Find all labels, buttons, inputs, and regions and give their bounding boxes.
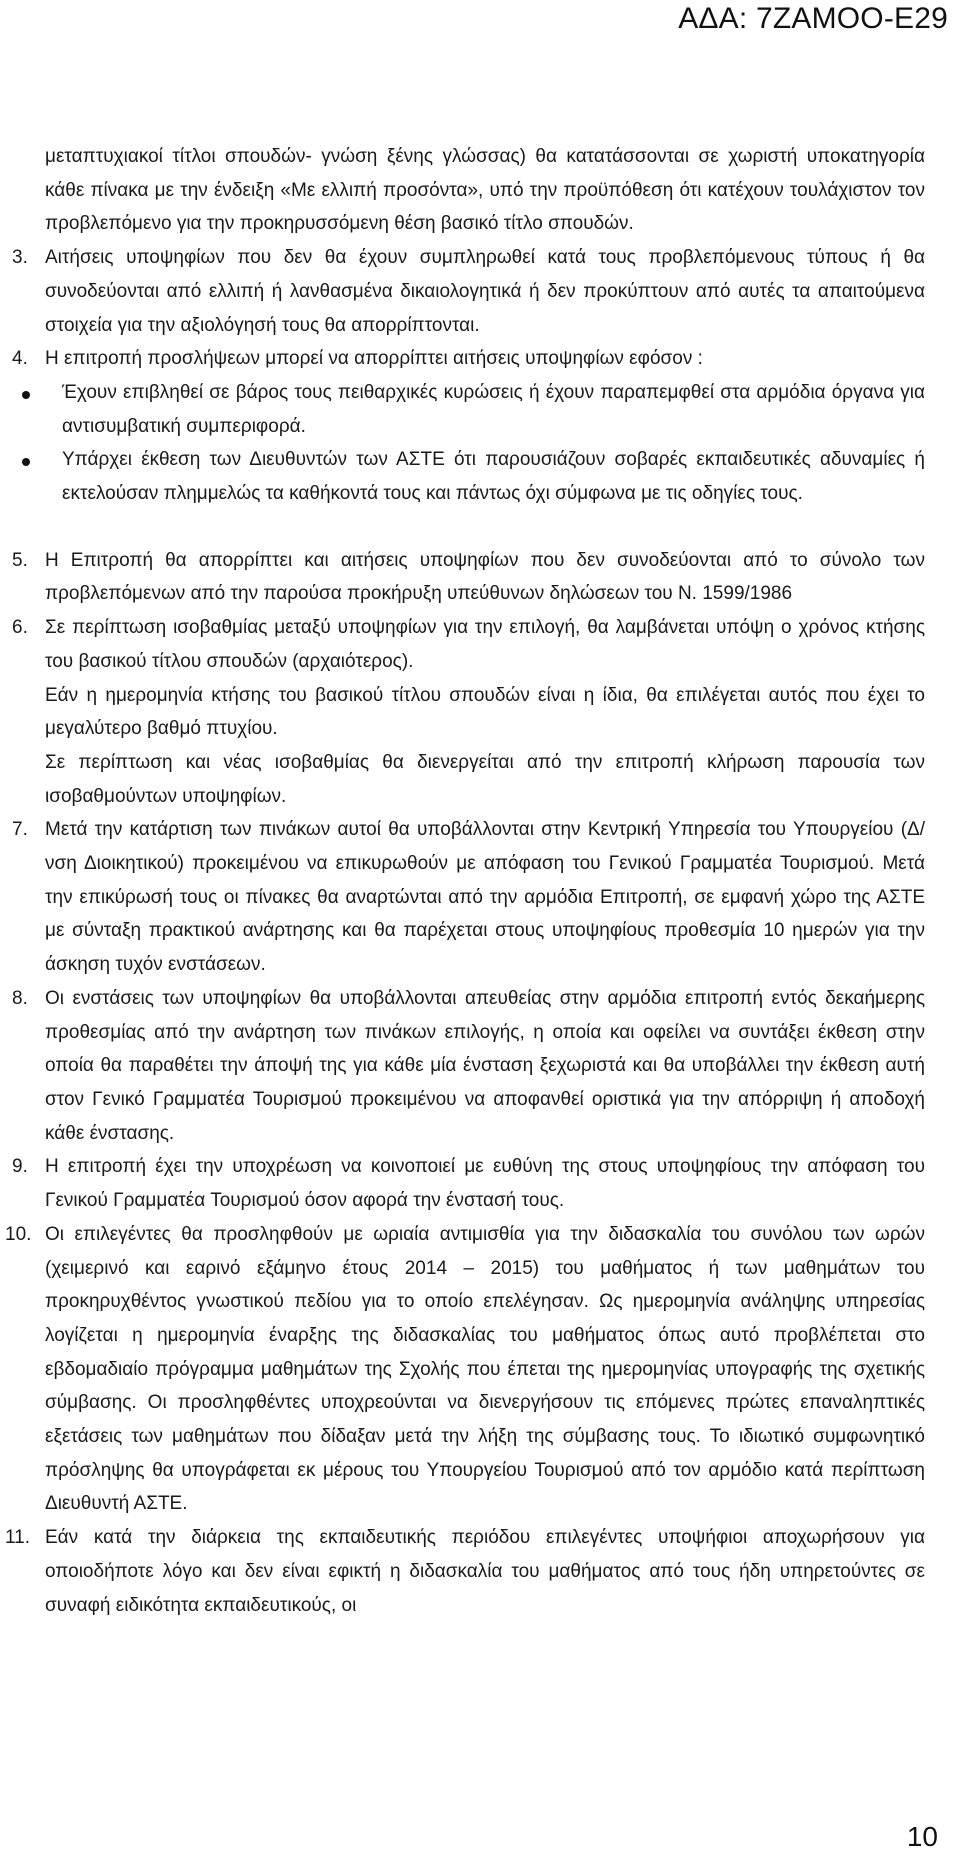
item-text: Οι ενστάσεις των υποψηφίων θα υποβάλλονται απευθείας στην αρμόδια επιτροπή εντός δεκαήμερης προθεσμίας από την ανάρτηση των πινάκων επιλογής, η οποία και οφείλει να συντάξει έκθεση στην οποία θα παραθέτει την άποψή της για κάθε μία ένσταση ξεχωριστά και θα υποβάλλει την έκθεση αυτή στον Γενικό Γραμματέα Τουρισμού προκειμένου να αποφανθεί οριστικά για την απόρριψη ή αποδοχή κάθε ένστασης. bbox=[45, 987, 925, 1144]
item-text: Η επιτροπή έχει την υποχρέωση να κοινοποιεί με ευθύνη της στους υποψηφίους την απόφαση του Γενικού Γραμματέα Τουρισμού όσον αφορά την ένστασή τους. bbox=[45, 1156, 925, 1212]
item-number: 3. bbox=[12, 247, 28, 269]
item-number: 4. bbox=[12, 348, 28, 370]
list-item-11 bbox=[5, 1521, 925, 1622]
intro-paragraph: μεταπτυχιακοί τίτλοι σπουδών- γνώση ξένης γλώσσας) θα κατατάσσονται σε χωριστή υποκατηγορία κάθε πίνακα με την ένδειξη «Με ελλιπή προσόντα», υπό την προϋπόθεση ότι κατέχουν τουλάχιστον τον προβλεπόμενο για την προκηρυσσόμενη θέση βασικό τίτλο σπουδών. bbox=[45, 146, 925, 235]
item-number: 9. bbox=[12, 1156, 28, 1178]
item-text: Η επιτροπή προσλήψεων μπορεί να απορρίπτει αιτήσεις υποψηφίων εφόσον : bbox=[45, 348, 703, 370]
list-item-4 bbox=[12, 342, 925, 376]
item-text: Η Επιτροπή θα απορρίπτει και αιτήσεις υποψηφίων που δεν συνοδεύονται από το σύνολο των προβλεπόμενων από την παρούσα προκήρυξη υπεύθυνων δηλώσεων του Ν. 1599/1986 bbox=[45, 549, 925, 605]
bullet-text: Έχουν επιβληθεί σε βάρος τους πειθαρχικές κυρώσεις ή έχουν παραπεμφθεί στα αρμόδια όργανα για αντισυμβατική συμπεριφορά. bbox=[62, 381, 925, 437]
list-item-8 bbox=[12, 982, 925, 1151]
list-item-9 bbox=[12, 1150, 925, 1217]
page-number: 10 bbox=[906, 1821, 938, 1852]
item-text: Σε περίπτωση ισοβαθμίας μεταξύ υποψηφίων για την επιλογή, θα λαμβάνεται υπόψη ο χρόνος κτήσης του βασικού τίτλου σπουδών (αρχαιότερος). bbox=[45, 617, 925, 672]
ada-header: ΑΔΑ: 7ΖΑΜΟΟ-Ε29 bbox=[678, 2, 948, 35]
item-number: 5. bbox=[12, 549, 28, 571]
item-number: 8. bbox=[12, 987, 28, 1009]
item-number: 10. bbox=[5, 1223, 32, 1245]
bullet-icon bbox=[22, 391, 30, 399]
item-number: 11. bbox=[5, 1527, 31, 1549]
list-item-5 bbox=[12, 544, 925, 611]
bullet-item bbox=[0, 443, 925, 510]
item-text: Οι επιλεγέντες θα προσληφθούν με ωριαία αντιμισθία για την διδασκαλία του συνόλου των ωρών (χειμερινό και εαρινό εξάμηνο έτους 2014 – 2015) του μαθήματος ή των μαθημάτων του προκηρυχθέντος γνωστικού πεδίου για το οποίο επελέγησαν. Ως ημερομηνία ανάληψης υπηρεσίας λογίζεται η ημερομηνία έναρξης της διδασκαλίας του μαθήματος όπως αυτό προβλέπεται στο εβδομαδιαίο πρόγραμμα μαθημάτων της Σχολής που έπεται της ημερομηνίας υπογραφής της σχετικής σύμβασης. Οι προσληφθέντες υποχρεούνται να διενεργήσουν τις επόμενες πρώτες επαναληπτικές εξετάσεις των μαθημάτων που δίδαξαν μετά την λήξη της σύμβασης τους. Το ιδιωτικό συμφωνητικό πρόσληψης θα υπογράφεται εκ μέρους του Υπουργείου Τουρισμού από τον αρμόδιο κατά περίπτωση Διευθυντή ΑΣΤΕ. bbox=[45, 1223, 925, 1515]
bullet-text: Υπάρχει έκθεση των Διευθυντών των ΑΣΤΕ ότι παρουσιάζουν σοβαρές εκπαιδευτικές αδυναμίες ή εκτελούσαν πλημμελώς τα καθήκοντά τους και πάντως όχι σύμφωνα με τις οδηγίες τους. bbox=[62, 449, 925, 505]
item-number: 7. bbox=[12, 819, 28, 841]
document-body bbox=[5, 140, 925, 1622]
list-item-6 bbox=[12, 611, 925, 813]
item-extra-text: Εάν η ημερομηνία κτήσης του βασικού τίτλου σπουδών είναι η ίδια, θα επιλέγεται αυτός που έχει το μεγαλύτερο βαθμό πτυχίου. bbox=[45, 684, 925, 740]
list-item-7 bbox=[12, 813, 925, 982]
item-number: 6. bbox=[12, 617, 28, 639]
paragraph-gap bbox=[45, 511, 925, 544]
item-text: Αιτήσεις υποψηφίων που δεν θα έχουν συμπληρωθεί κατά τους προβλεπόμενους τύπους ή θα συνοδεύονται από ελλιπή ή λανθασμένα δικαιολογητικά ή δεν προκύπτουν από αυτές τα απαιτούμενα στοιχεία για την αξιολόγησή τους θα απορρίπτονται. bbox=[45, 247, 925, 336]
item-text: Μετά την κατάρτιση των πινάκων αυτοί θα υποβάλλονται στην Κεντρική Υπηρεσία του Υπουργείου (Δ/νση Διοικητικού) προκειμένου να επικυρωθούν με απόφαση του Γενικού Γραμματέα Τουρισμού. Μετά την επικύρωσή τους οι πίνακες θα αναρτώνται από την αρμόδια Επιτροπή, σε εμφανή χώρο της ΑΣΤΕ με σύνταξη πρακτικού ανάρτησης και θα παρέχεται στους υποψηφίους προθεσμία 10 ημερών για την άσκηση τυχόν ενστάσεων. bbox=[45, 819, 925, 976]
bullet-icon bbox=[22, 458, 30, 466]
item-extra-text: Σε περίπτωση και νέας ισοβαθμίας θα διενεργείται από την επιτροπή κλήρωση παρουσία των ισοβαθμούντων υποψηφίων. bbox=[45, 751, 925, 807]
bullet-item bbox=[0, 376, 925, 443]
list-item-3 bbox=[12, 241, 925, 342]
item-text: Εάν κατά την διάρκεια της εκπαιδευτικής περιόδου επιλεγέντες υποψήφιοι αποχωρήσουν για οποιοδήποτε λόγο και δεν είναι εφικτή η διδασκαλία του μαθήματος από τους ήδη υπηρετούντες σε συναφή ειδικότητα εκπαιδευτικούς, οι bbox=[45, 1527, 925, 1616]
list-item-10 bbox=[5, 1218, 925, 1521]
